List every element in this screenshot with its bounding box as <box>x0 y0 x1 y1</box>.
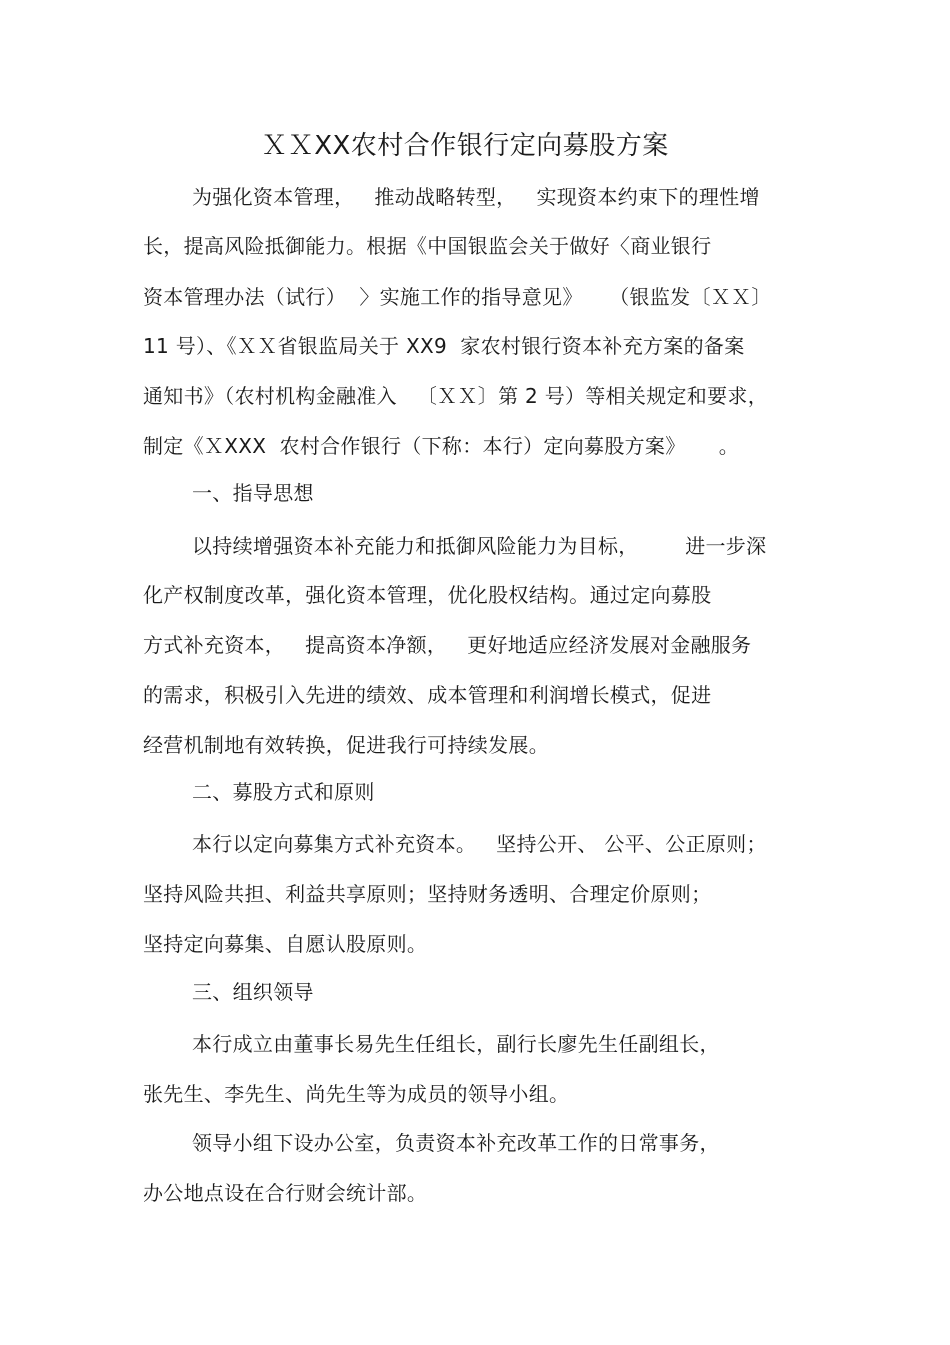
intro-line-4: 11 号）、《ＸＸ省银监局关于 XX9 家农村银行资本补充方案的备案 <box>143 334 745 358</box>
section3-para1-line-2: 张先生、李先生、尚先生等为成员的领导小组。 <box>143 1082 570 1106</box>
intro-line-3: 资本管理办法（试行） 〉实施工作的指导意见》 （银监发〔ＸＸ〕 <box>143 285 772 309</box>
section-heading-organization: 三、组织领导 <box>192 980 314 1004</box>
section-heading-offering-method: 二、募股方式和原则 <box>192 780 375 804</box>
section3-para1-line-1: 本行成立由董事长易先生任组长，副行长廖先生任副组长， <box>192 1032 720 1056</box>
section1-line-4: 的需求，积极引入先进的绩效、成本管理和利润增长模式，促进 <box>143 683 712 707</box>
section-heading-guiding-ideology: 一、指导思想 <box>192 481 314 505</box>
section2-line-2: 坚持风险共担、利益共享原则；坚持财务透明、合理定价原则； <box>143 882 712 906</box>
intro-line-5: 通知书》（农村机构金融准入 〔ＸＸ〕第 2 号）等相关规定和要求， <box>143 384 769 408</box>
section3-para2-line-1: 领导小组下设办公室，负责资本补充改革工作的日常事务， <box>192 1131 720 1155</box>
section1-line-3: 方式补充资本， 提高资本净额， 更好地适应经济发展对金融服务 <box>143 633 752 657</box>
document-title: ＸＸXX农村合作银行定向募股方案 <box>261 131 669 161</box>
section1-line-2: 化产权制度改革，强化资本管理，优化股权结构。通过定向募股 <box>143 583 712 607</box>
section1-line-1: 以持续增强资本补充能力和抵御风险能力为目标， 进一步深 <box>192 534 767 558</box>
intro-line-6: 制定《ＸXXX 农村合作银行（下称：本行）定向募股方案》 。 <box>143 434 740 458</box>
section2-line-1: 本行以定向募集方式补充资本。 坚持公开、 公平、公正原则； <box>192 832 767 856</box>
intro-line-1: 为强化资本管理， 推动战略转型， 实现资本约束下的理性增 <box>192 185 760 209</box>
section1-line-5: 经营机制地有效转换，促进我行可持续发展。 <box>143 733 549 757</box>
intro-line-2: 长，提高风险抵御能力。根据《中国银监会关于做好〈商业银行 <box>143 234 712 258</box>
section3-para2-line-2: 办公地点设在合行财会统计部。 <box>143 1181 428 1205</box>
section2-line-3: 坚持定向募集、自愿认股原则。 <box>143 932 428 956</box>
